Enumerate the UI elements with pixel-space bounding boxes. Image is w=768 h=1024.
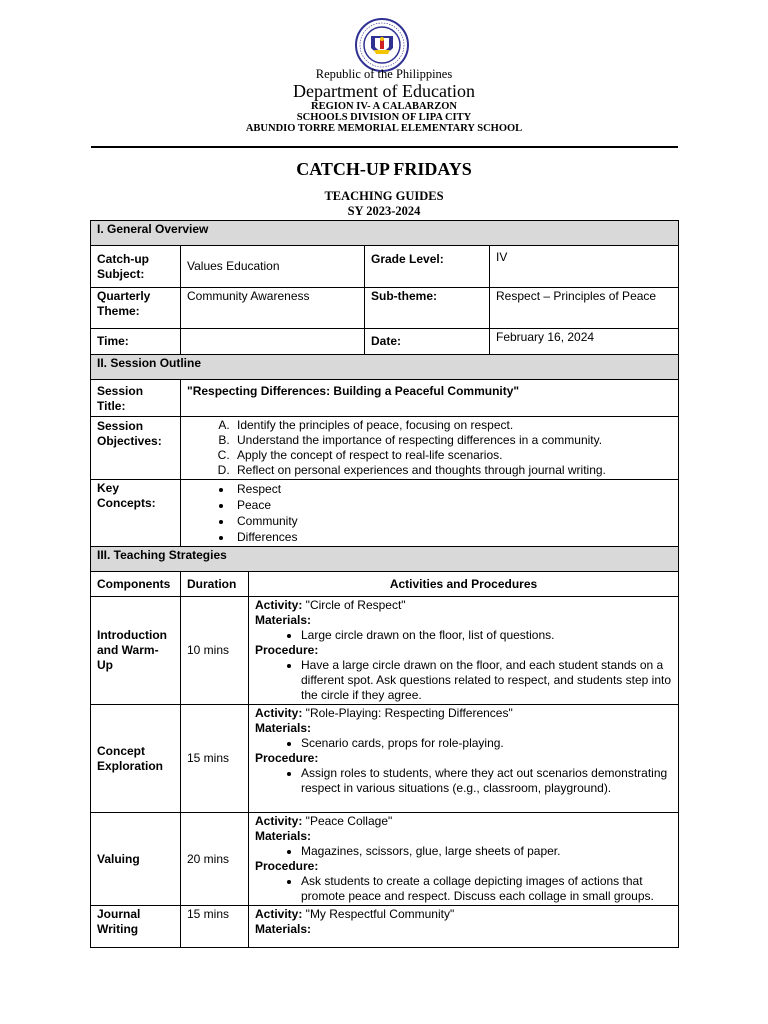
school-line: ABUNDIO TORRE MEMORIAL ELEMENTARY SCHOOL	[245, 123, 523, 134]
col-components: Components	[91, 572, 181, 597]
key-concepts-label: Key Concepts:	[91, 480, 181, 547]
grade-level-value: IV	[490, 246, 679, 288]
date-value: February 16, 2024	[490, 329, 679, 355]
quarterly-theme-value: Community Awareness	[181, 288, 365, 329]
concept-item: • Differences	[233, 529, 672, 545]
activity-cell	[249, 597, 679, 705]
materials-item: • Large circle drawn on the floor, list of questions.	[301, 628, 672, 643]
activity-name: "Peace Collage"	[302, 814, 393, 828]
procedure-item: • Have a large circle drawn on the floor, and each student stands on a different spot. Ask questions related to respect, and students step into the circle if they agree.	[301, 658, 672, 703]
materials-item: • Scenario cards, props for role-playing.	[301, 736, 672, 751]
school-year: SY 2023-2024	[347, 204, 421, 218]
session-objectives-label: Session Objectives:	[91, 417, 181, 480]
concept-item: • Community	[233, 513, 672, 529]
component-cell: Valuing	[91, 813, 181, 906]
materials-item: • Magazines, scissors, glue, large sheets of paper.	[301, 844, 672, 859]
materials-label: Materials:	[255, 721, 312, 735]
component-cell: Journal Writing	[91, 906, 181, 948]
table-row	[91, 597, 679, 705]
teaching-guide-table	[90, 220, 678, 948]
section-general-overview: I. General Overview	[91, 221, 679, 246]
materials-label: Materials:	[255, 829, 312, 843]
section-teaching-strategies: III. Teaching Strategies	[91, 547, 679, 572]
procedure-item: • Assign roles to students, where they act out scenarios demonstrating respect in various situations (e.g., classroom, playground).	[301, 766, 672, 796]
duration-cell: 15 mins	[181, 705, 249, 813]
activity-cell	[249, 813, 679, 906]
session-title-value: "Respecting Differences: Building a Peaceful Community"	[181, 380, 679, 417]
division-line: SCHOOLS DIVISION OF LIPA CITY	[296, 112, 472, 123]
date-label: Date:	[365, 329, 490, 355]
activity-cell	[249, 906, 679, 948]
activity-label: Activity:	[255, 598, 303, 612]
republic-line: Republic of the Philippines	[315, 67, 453, 81]
session-title-label: Session Title:	[91, 380, 181, 417]
subject-label: Catch-up Subject:	[91, 246, 181, 288]
activity-name: "Circle of Respect"	[302, 598, 406, 612]
duration-cell: 20 mins	[181, 813, 249, 906]
concepts-list	[187, 481, 672, 545]
table-row	[91, 906, 679, 948]
objectives-list	[187, 418, 672, 478]
materials-label: Materials:	[255, 613, 312, 627]
objective-item: B. Understand the importance of respecting differences in a community.	[233, 433, 672, 448]
col-activities: Activities and Procedures	[249, 572, 679, 597]
activity-name: "My Respectful Community"	[302, 907, 455, 921]
document-title: CATCH-UP FRIDAYS	[296, 159, 472, 179]
procedure-label: Procedure:	[255, 859, 319, 873]
procedure-label: Procedure:	[255, 643, 319, 657]
table-row	[91, 813, 679, 906]
procedure-label: Procedure:	[255, 751, 319, 765]
time-value	[181, 329, 365, 355]
duration-cell: 15 mins	[181, 906, 249, 948]
table-row	[91, 705, 679, 813]
col-duration: Duration	[181, 572, 249, 597]
concept-item: • Respect	[233, 481, 672, 497]
session-objectives-cell	[181, 417, 679, 480]
sub-theme-label: Sub-theme:	[365, 288, 490, 329]
time-label: Time:	[91, 329, 181, 355]
objective-item: D. Reflect on personal experiences and thoughts through journal writing.	[233, 463, 672, 478]
concept-item: • Peace	[233, 497, 672, 513]
deped-seal-logo	[344, 18, 420, 72]
subject-value: Values Education	[181, 246, 365, 288]
objective-item: C. Apply the concept of respect to real-life scenarios.	[233, 448, 672, 463]
component-cell: Concept Exploration	[91, 705, 181, 813]
section-session-outline: II. Session Outline	[91, 355, 679, 380]
component-cell: Introduction and Warm-Up	[91, 597, 181, 705]
procedure-item: • Ask students to create a collage depicting images of actions that promote peace and respect. Discuss each collage in small groups.	[301, 874, 672, 904]
materials-label: Materials:	[255, 922, 312, 936]
activity-name: "Role-Playing: Respecting Differences"	[302, 706, 513, 720]
region-line: REGION IV- A CALABARZON	[311, 101, 457, 112]
grade-level-label: Grade Level:	[365, 246, 490, 288]
quarterly-theme-label: Quarterly Theme:	[91, 288, 181, 329]
activity-label: Activity:	[255, 706, 303, 720]
activity-label: Activity:	[255, 907, 303, 921]
document-subtitle: TEACHING GUIDES	[324, 189, 444, 203]
header-divider	[91, 146, 678, 148]
objective-item: A. Identify the principles of peace, focusing on respect.	[233, 418, 672, 433]
department-name: Department of Education	[293, 81, 475, 101]
activity-label: Activity:	[255, 814, 303, 828]
sub-theme-value: Respect – Principles of Peace	[490, 288, 679, 329]
activity-cell	[249, 705, 679, 813]
key-concepts-cell	[181, 480, 679, 547]
duration-cell: 10 mins	[181, 597, 249, 705]
